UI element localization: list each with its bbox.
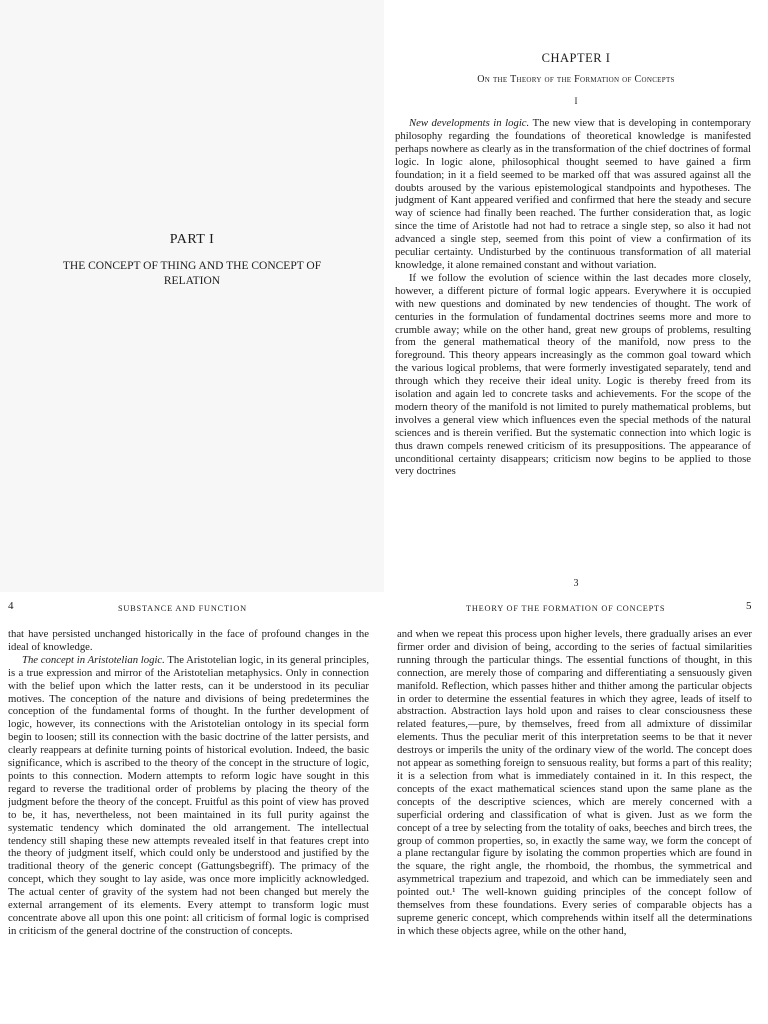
- chapter-opening-page: [384, 0, 768, 592]
- paragraph: [395, 117, 751, 272]
- paragraph: [8, 654, 369, 938]
- page-body-text: [8, 628, 369, 1024]
- part-title: PART I: [169, 232, 215, 247]
- paragraph-text: The Aristotelian logic, in its general principles, is a true expression and mirror of the Aristotelian metaphysics. Only in connection with the belief upon which the latter rests, can it be understood in its peculiar motives. The conception of the nature and divisions of being predetermines the conception of the fundamental forms of thought. In the further development of logic, however, its connections with the Aristotelian ontology in its special form begin to loosen; still its connection with the basic doctrine of the latter persists, and clearly reappears at definite turning points of historical evolution. Indeed, the basic significance, which is ascribed to the theory of the concept in the structure of logic, points to this connection. Modern attempts to reform logic have sought in this regard to reverse the traditional order of problems by placing the theory of the judgment before the theory of the concept. Fruitful as this point of view has proved to be, it has, nevertheless, not been maintained in its full purity against the systematic tendency which dominated the old arrangement. The intellectual tendency still shaping these new attempts revealed itself in that features crept into the theory of judgment itself, which could only be understood and justified by the traditional theory of the generic concept (Gattungsbegriff). The primacy of the concept, which they sought to lay aside, was once more implicitly acknowledged. The actual center of gravity of the system had not been changed but merely the external arrangement of its elements. Every attempt to transform logic must concentrate above all upon this one point: all criticism of formal logic is comprised in criticism of the general doctrine of the construction of concepts.: [8, 653, 369, 937]
- paragraph-text: that have persisted unchanged historically in the face of profound changes in the ideal of knowledge.: [8, 628, 369, 653]
- page-body-text: [397, 628, 752, 1024]
- paragraph: [395, 272, 751, 479]
- page-5: [384, 592, 768, 1024]
- part-title-page: [0, 0, 384, 592]
- page-number: 3: [573, 578, 579, 589]
- paragraph: [8, 628, 369, 654]
- part-subtitle: THE CONCEPT OF THING AND THE CONCEPT OF RELATION: [62, 260, 322, 287]
- page-number: 4: [8, 600, 14, 612]
- paragraph: [397, 628, 752, 938]
- chapter-heading: CHAPTER I: [541, 51, 611, 65]
- paragraph-lead: The concept in Aristotelian logic.: [22, 653, 165, 666]
- page-4: [0, 592, 384, 1024]
- paragraph-text: and when we repeat this process upon higher levels, there gradually arises an ever firmer order and division of being, according to the series of factual similarities running through the particular things. The essential functions of thought, in this connection, are merely those of comparing and differentiating a sensuously given manifold. Reflection, which passes hither and thither among the particular objects in order to determine the essential features in which they agree, leads of itself to abstraction. Abstraction lays hold upon and raises to clear consciousness these related features,—pure, by themselves, freed from all admixture of dissimilar elements. Thus the peculiar merit of this interpretation seems to be that it never destroys or imperils the unity of the ordinary view of the world. The concept does not appear as something foreign to sensuous reality, but forms a part of this reality; it is a selection from what is immediately contained in it. In this respect, the concepts of the exact mathematical sciences stand upon the same plane as the concepts of the descriptive sciences, which are merely concerned with a superficial ordering and classification of what is given. Just as we form the concept of a tree by selecting from the totality of oaks, beeches and birch trees, the group of common properties, so, in exactly the same way, we form the concept of a plane rectangular figure by isolating the common properties which are found in the square, the right angle, the rhomboid, the rhombus, the symmetrical and asymmetrical trapezium and trapezoid, and which can be immediately seen and pointed out.¹ The well-known guiding principles of the concept follow of themselves from these foundations. Every series of comparable objects has a supreme generic concept, which comprehends within itself all the determinations in which these objects agree, while on the other hand,: [397, 628, 752, 937]
- chapter-title: On the Theory of the Formation of Concepts: [477, 74, 675, 85]
- paragraph-text: If we follow the evolution of science within the last decades more closely, however, a different picture of formal logic appears. Everywhere it is occupied with new questions and dominated by new tendencies of thought. The work of centuries in the formulation of fundamental doctrines seems more and more to crumble away; while on the other hand, great new groups of problems, resulting from the general mathematical theory of the manifold, now press to the foreground. This theory appears increasingly as the common goal toward which the various logical problems, that were formerly investigated separately, tend and through which they receive their ideal unity. Logic is thereby freed from its isolation and again led to concrete tasks and achievements. For the scope of the modern theory of the manifold is not limited to purely mathematical problems, but involves a general view which influences even the special methods of the natural sciences and is therein verified. But the systematic connection into which logic is thus drawn compels renewed criticism of its presuppositions. The appearance of unconditional certainty disappears; criticism now begins to be applied to those very doctrines: [395, 271, 751, 478]
- page-number: 5: [746, 600, 752, 612]
- running-head: THEORY OF THE FORMATION OF CONCEPTS: [466, 604, 666, 613]
- paragraph-lead: New developments in logic.: [409, 117, 530, 129]
- running-head: SUBSTANCE AND FUNCTION: [118, 604, 247, 613]
- chapter-body-text: [395, 117, 751, 575]
- section-number: I: [574, 96, 578, 106]
- paragraph-text: The new view that is developing in contemporary philosophy regarding the foundations of theoretical knowledge is manifested perhaps nowhere as clearly as in the transformation of the chief doctrines of formal logic. In logic alone, philosophical thought seemed to have gained a firm foundation; in it a field seemed to be marked off that was assured against all the doubts aroused by the various epistemological standpoints and hypotheses. The judgment of Kant appeared verified and confirmed that here the steady and secure way of science had finally been reached. The further consideration that, as logic since the time of Aristotle had not had to retrace a single step, so also it had not advanced a single step, seemed from this point of view a confirmation of its peculiar certainty. Undisturbed by the continuous transformation of all material knowledge, it alone remained constant and without variation.: [395, 117, 751, 271]
